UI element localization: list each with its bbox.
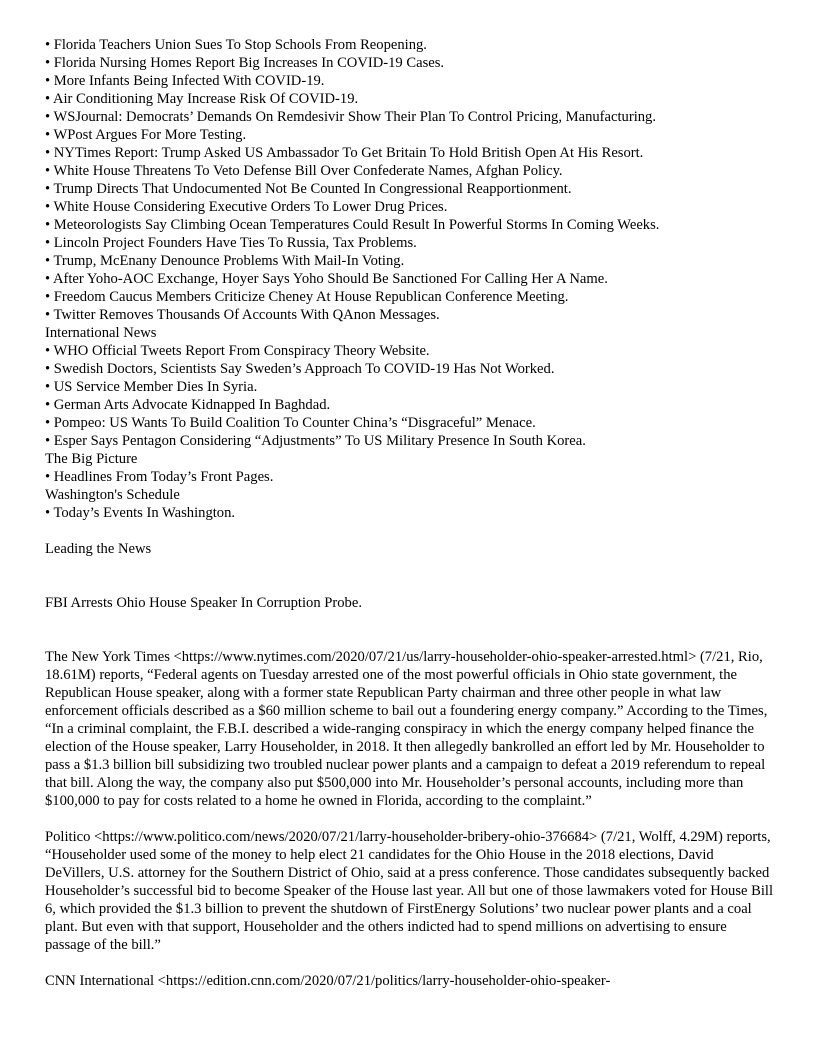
list-item: • Florida Teachers Union Sues To Stop Schools From Reopening. <box>45 37 427 53</box>
list-item: • Twitter Removes Thousands Of Accounts With QAnon Messages. <box>45 307 440 323</box>
section-heading: Leading the News <box>45 541 152 557</box>
story-paragraph: The New York Times <https://www.nytimes.com/2020/07/21/us/larry-householder-ohio-speaker-arrested.html> (7/21, Rio, 18.61M) reports, “Federal agents on Tuesday arrested one of the most powerful officials in Ohio state government, the Republican House speaker, along with a former state Republican Party chairman and three other people in what law enforcement officials described as a $60 million scheme to bail out a foundering energy company.” According to the Times, “In a criminal complaint, the F.B.I. described a wide-ranging conspiracy in which the energy company helped finance the election of the House speaker, Larry Householder, in 2018. It then allegedly bankrolled an effort led by Mr. Householder to pass a $1.3 billion bill subsidizing two troubled nuclear power plants and a campaign to defeat a 2019 referendum to repeal that bill. Along the way, the company also put $500,000 into Mr. Householder’s personal accounts, including more than $100,000 to pay for costs related to a home he owned in Florida, according to the complaint.” <box>45 649 768 809</box>
list-item: • White House Threatens To Veto Defense Bill Over Confederate Names, Afghan Policy. <box>45 163 563 179</box>
list-item: • Air Conditioning May Increase Risk Of COVID-19. <box>45 91 359 107</box>
story-title: FBI Arrests Ohio House Speaker In Corruption Probe. <box>45 595 362 611</box>
list-item: • WPost Argues For More Testing. <box>45 127 247 143</box>
list-item: • Florida Nursing Homes Report Big Increases In COVID-19 Cases. <box>45 55 445 71</box>
top-bullet-list <box>45 36 775 324</box>
list-item: • Meteorologists Say Climbing Ocean Temperatures Could Result In Powerful Storms In Coming Weeks. <box>45 217 660 233</box>
section-heading: International News <box>45 325 157 341</box>
list-item: • More Infants Being Infected With COVID-19. <box>45 73 325 89</box>
story-paragraph: CNN International <https://edition.cnn.com/2020/07/21/politics/larry-householder-ohio-speaker- <box>45 973 611 989</box>
list-item: • Trump, McEnany Denounce Problems With Mail-In Voting. <box>45 253 405 269</box>
washington-schedule-section <box>45 486 775 522</box>
list-item: • Swedish Doctors, Scientists Say Sweden’s Approach To COVID-19 Has Not Worked. <box>45 361 555 377</box>
document-page <box>45 36 775 990</box>
list-item: • Headlines From Today’s Front Pages. <box>45 469 274 485</box>
list-item: • US Service Member Dies In Syria. <box>45 379 258 395</box>
section-heading: Washington's Schedule <box>45 487 180 503</box>
leading-news-section <box>45 540 775 990</box>
list-item: • German Arts Advocate Kidnapped In Baghdad. <box>45 397 331 413</box>
list-item: • Esper Says Pentagon Considering “Adjustments” To US Military Presence In South Korea. <box>45 433 586 449</box>
section-heading: The Big Picture <box>45 451 138 467</box>
list-item: • Freedom Caucus Members Criticize Cheney At House Republican Conference Meeting. <box>45 289 569 305</box>
list-item: • After Yoho-AOC Exchange, Hoyer Says Yoho Should Be Sanctioned For Calling Her A Name. <box>45 271 608 287</box>
big-picture-section <box>45 450 775 486</box>
list-item: • Pompeo: US Wants To Build Coalition To Counter China’s “Disgraceful” Menace. <box>45 415 536 431</box>
list-item: • Today’s Events In Washington. <box>45 505 236 521</box>
international-news-section <box>45 324 775 450</box>
list-item: • White House Considering Executive Orders To Lower Drug Prices. <box>45 199 448 215</box>
list-item: • NYTimes Report: Trump Asked US Ambassador To Get Britain To Hold British Open At His Resort. <box>45 145 644 161</box>
list-item: • Trump Directs That Undocumented Not Be Counted In Congressional Reapportionment. <box>45 181 572 197</box>
list-item: • WSJournal: Democrats’ Demands On Remdesivir Show Their Plan To Control Pricing, Manufacturing. <box>45 109 656 125</box>
story-paragraph: Politico <https://www.politico.com/news/2020/07/21/larry-householder-bribery-ohio-376684> (7/21, Wolff, 4.29M) reports, “Householder used some of the money to help elect 21 candidates for the Ohio House in the 2018 elections, David DeVillers, U.S. attorney for the Southern District of Ohio, said at a press conference. Those candidates subsequently backed Householder’s successful bid to become Speaker of the House last year. All but one of those lawmakers voted for House Bill 6, which provided the $1.3 billion to prevent the shutdown of FirstEnergy Solutions’ two nuclear power plants and a coal plant. But even with that support, Householder and the others indicted had to spend millions on advertising to ensure passage of the bill.” <box>45 829 774 953</box>
list-item: • WHO Official Tweets Report From Conspiracy Theory Website. <box>45 343 430 359</box>
list-item: • Lincoln Project Founders Have Ties To Russia, Tax Problems. <box>45 235 417 251</box>
